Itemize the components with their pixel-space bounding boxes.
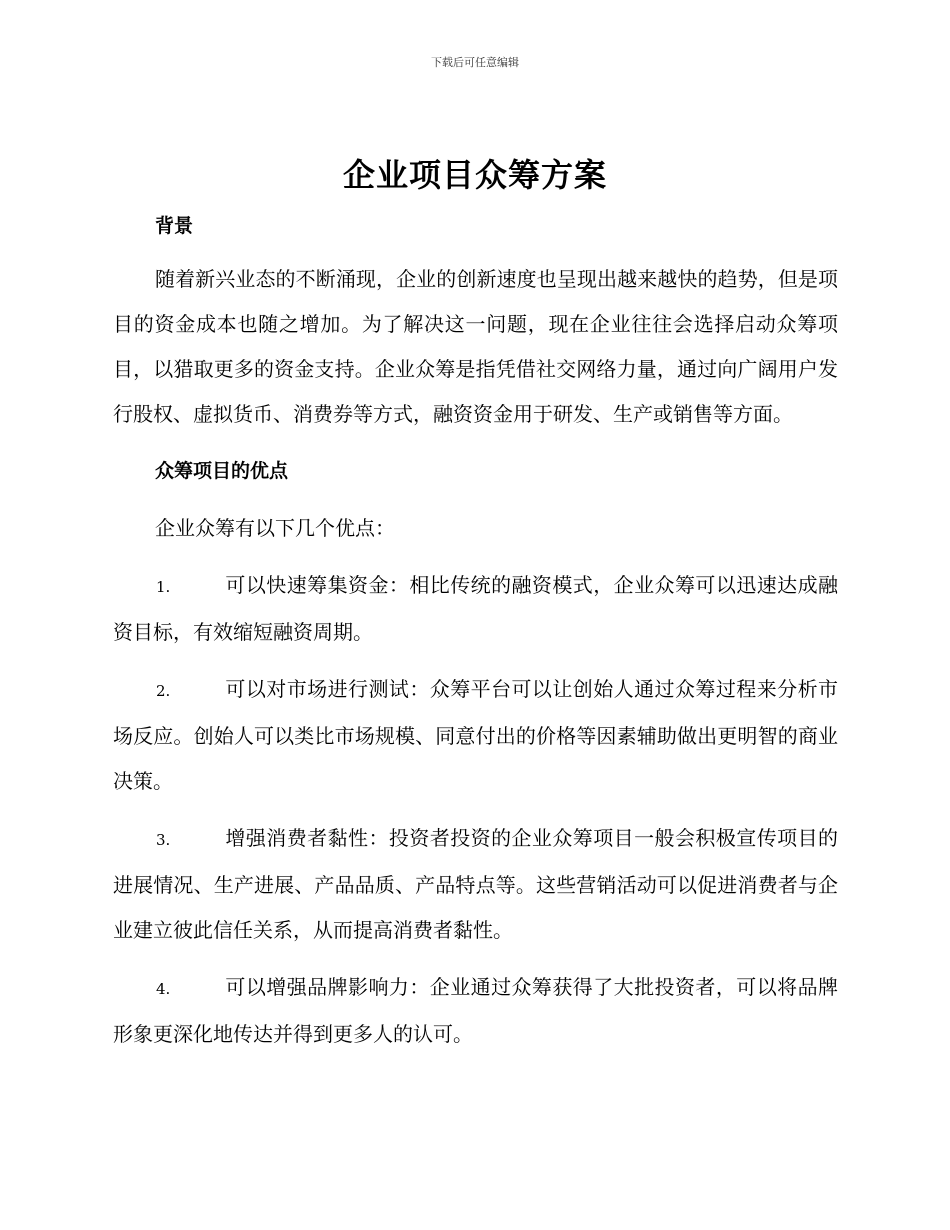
document-body — [113, 204, 838, 1057]
list-item — [113, 563, 838, 655]
list-item-number: 4. — [156, 980, 171, 998]
list-item-text: 可以对市场进行测试：众筹平台可以让创始人通过众筹过程来分析市场反应。创始人可以类比市场规模、同意付出的价格等因素辅助做出更明智的商业决策。 — [113, 677, 838, 793]
list-item-text: 可以增强品牌影响力：企业通过众筹获得了大批投资者，可以将品牌形象更深化地传达并得到更多人的认可。 — [113, 975, 838, 1046]
list-item — [113, 816, 838, 953]
list-item-number: 1. — [156, 578, 171, 596]
section-heading-advantages: 众筹项目的优点 — [155, 460, 289, 482]
list-item-text: 可以快速筹集资金：相比传统的融资模式，企业众筹可以迅速达成融资目标，有效缩短融资周期。 — [113, 573, 838, 644]
document-title: 企业项目众筹方案 — [342, 156, 607, 194]
background-paragraph: 随着新兴业态的不断涌现，企业的创新速度也呈现出越来越快的趋势，但是项目的资金成本也随之增加。为了解决这一问题，现在企业往往会选择启动众筹项目，以猎取更多的资金支持。企业众筹是指凭借社交网络力量，通过向广阔用户发行股权、虚拟货币、消费券等方式，融资资金用于研发、生产或销售等方面。 — [113, 267, 838, 426]
list-item-number: 2. — [156, 682, 171, 700]
list-item-number: 3. — [156, 831, 171, 849]
list-item — [113, 965, 838, 1057]
list-item — [113, 667, 838, 804]
page-header-note: 下载后可任意编辑 — [431, 56, 519, 69]
advantages-intro: 企业众筹有以下几个优点： — [155, 516, 395, 540]
section-heading-background: 背景 — [155, 215, 194, 237]
list-item-text: 增强消费者黏性：投资者投资的企业众筹项目一般会积极宣传项目的进展情况、生产进展、产品品质、产品特点等。这些营销活动可以促进消费者与企业建立彼此信任关系，从而提高消费者黏性。 — [113, 826, 838, 942]
